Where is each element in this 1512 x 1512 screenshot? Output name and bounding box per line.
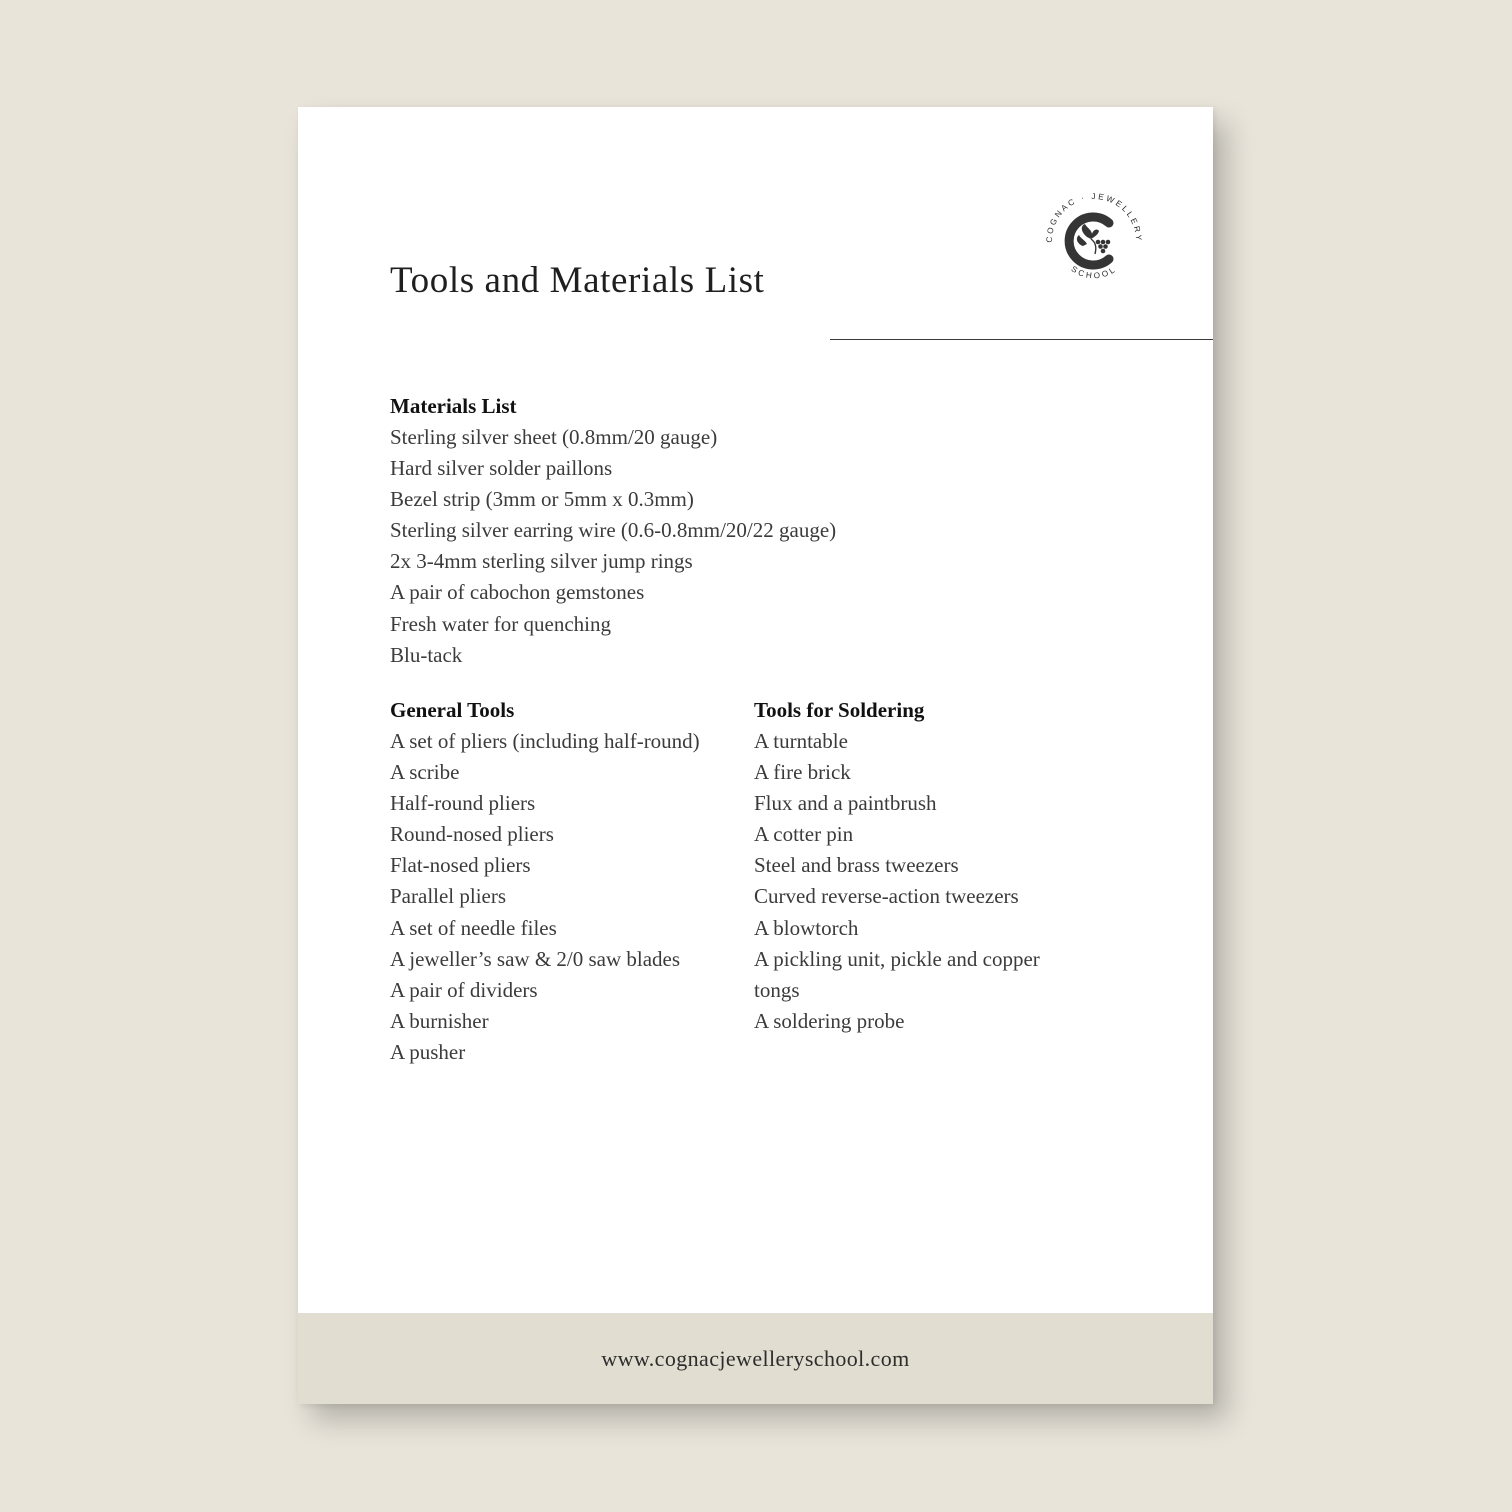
general-tools-list-item: Half-round pliers	[390, 791, 536, 816]
soldering-tools-list-item: A fire brick	[754, 760, 851, 785]
title-divider	[830, 339, 1213, 340]
general-tools-list-item: Parallel pliers	[390, 884, 507, 909]
soldering-tools-list-item: A pickling unit, pickle and copper tongs	[754, 946, 1040, 1002]
soldering-tools-list-item: A soldering probe	[754, 1008, 905, 1033]
soldering-tools-section	[754, 695, 1084, 1037]
soldering-tools-list-item: A turntable	[754, 729, 848, 753]
general-tools-list-item: A jeweller’s saw & 2/0 saw blades	[390, 946, 681, 971]
soldering-tools-list-item: A cotter pin	[754, 822, 854, 847]
materials-list-item: Sterling silver sheet (0.8mm/20 gauge)	[390, 425, 718, 449]
general-tools-list-item: A pair of dividers	[390, 977, 538, 1002]
section-heading-general-tools: General Tools	[390, 698, 515, 722]
materials-list-item: Blu-tack	[390, 642, 463, 667]
materials-list	[390, 422, 836, 671]
general-tools-list-item: A set of needle files	[390, 915, 557, 940]
footer-website-url: www.cognacjewelleryschool.com	[601, 1346, 910, 1371]
general-tools-list-item: A scribe	[390, 760, 460, 785]
soldering-tools-list-item: Flux and a paintbrush	[754, 791, 937, 816]
general-tools-list-item: A burnisher	[390, 1008, 489, 1033]
footer-band	[298, 1313, 1213, 1404]
general-tools-list-item: A pusher	[390, 1039, 466, 1064]
general-tools-list-item: Flat-nosed pliers	[390, 853, 531, 878]
page-title: Tools and Materials List	[390, 260, 765, 301]
materials-list-item: Fresh water for quenching	[390, 611, 612, 636]
soldering-tools-list	[754, 726, 1084, 1037]
materials-list-item: Bezel strip (3mm or 5mm x 0.3mm)	[390, 487, 694, 512]
logo-top-text: COGNAC · JEWELLERY	[1044, 191, 1144, 243]
logo-bottom-text: SCHOOL	[1069, 264, 1119, 281]
section-heading-soldering-tools: Tools for Soldering	[754, 698, 925, 722]
materials-list-item: A pair of cabochon gemstones	[390, 580, 645, 605]
general-tools-list-item: A set of pliers (including half-round)	[390, 729, 700, 753]
soldering-tools-list-item: A blowtorch	[754, 915, 859, 940]
soldering-tools-list-item: Steel and brass tweezers	[754, 853, 959, 878]
document-page	[298, 107, 1213, 1404]
materials-list-item: Hard silver solder paillons	[390, 456, 613, 481]
general-tools-list-item: Round-nosed pliers	[390, 822, 554, 847]
materials-list-item: Sterling silver earring wire (0.6-0.8mm/20/22 gauge)	[390, 518, 837, 543]
section-heading-materials: Materials List	[390, 394, 517, 418]
materials-list-item: 2x 3-4mm sterling silver jump rings	[390, 549, 693, 574]
materials-section	[390, 391, 836, 671]
soldering-tools-list-item: Curved reverse-action tweezers	[754, 884, 1019, 909]
general-tools-section	[390, 695, 700, 1068]
general-tools-list	[390, 726, 700, 1068]
school-logo	[1035, 182, 1153, 300]
logo-emblem	[1035, 182, 1153, 300]
